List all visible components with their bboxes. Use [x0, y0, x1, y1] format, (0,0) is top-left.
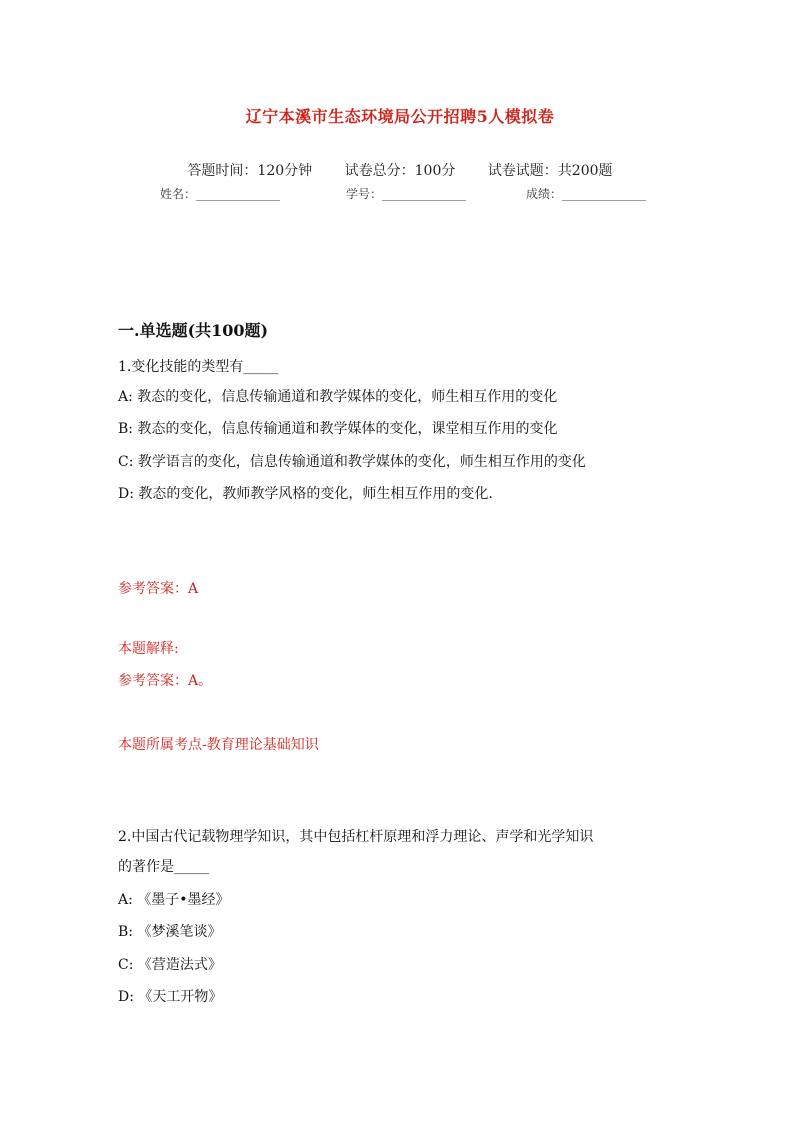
exam-meta: [0, 160, 800, 180]
question-1-option-a: A: 教态的变化，信息传输通道和教学媒体的变化，师生相互作用的变化: [118, 389, 558, 405]
student-id-field: 学号：______________: [346, 187, 467, 201]
question-2-option-d: D: 《天工开物》: [118, 989, 223, 1005]
question-2-stem-line-1: 2.中国古代记载物理学知识，其中包括杠杆原理和浮力理论、声学和光学知识: [118, 829, 594, 845]
question-2-option-b: B: 《梦溪笔谈》: [118, 924, 222, 940]
name-field: 姓名：______________: [160, 187, 281, 201]
question-2-option-c: C: 《营造法式》: [118, 957, 222, 973]
question-1-option-d: D: 教态的变化，教师教学风格的变化，师生相互作用的变化.: [118, 486, 493, 502]
exam-time: 答题时间：120分钟: [187, 163, 313, 179]
question-1-answer: 参考答案：A: [118, 581, 199, 597]
exam-question-count: 试卷试题：共200题: [487, 163, 613, 179]
question-1-explanation-answer: 参考答案：A。: [118, 673, 213, 689]
question-1-option-c: C: 教学语言的变化，信息传输通道和教学媒体的变化，师生相互作用的变化: [118, 454, 586, 470]
score-field: 成绩：______________: [526, 187, 647, 201]
question-2-stem-line-2: 的著作是_____: [118, 859, 209, 875]
exam-total-score: 试卷总分：100分: [344, 163, 456, 179]
question-1-knowledge-point: 本题所属考点-教育理论基础知识: [118, 737, 319, 753]
question-1-explanation-label: 本题解释:: [118, 641, 179, 657]
question-1-stem: 1.变化技能的类型有_____: [118, 359, 279, 375]
exam-title: 辽宁本溪市生态环境局公开招聘5人模拟卷: [245, 107, 555, 126]
question-2-option-a: A: 《墨子•墨经》: [118, 892, 230, 908]
question-1-option-b: B: 教态的变化，信息传输通道和教学媒体的变化，课堂相互作用的变化: [118, 421, 558, 437]
section-title: 一.单选题(共100题): [118, 321, 269, 340]
